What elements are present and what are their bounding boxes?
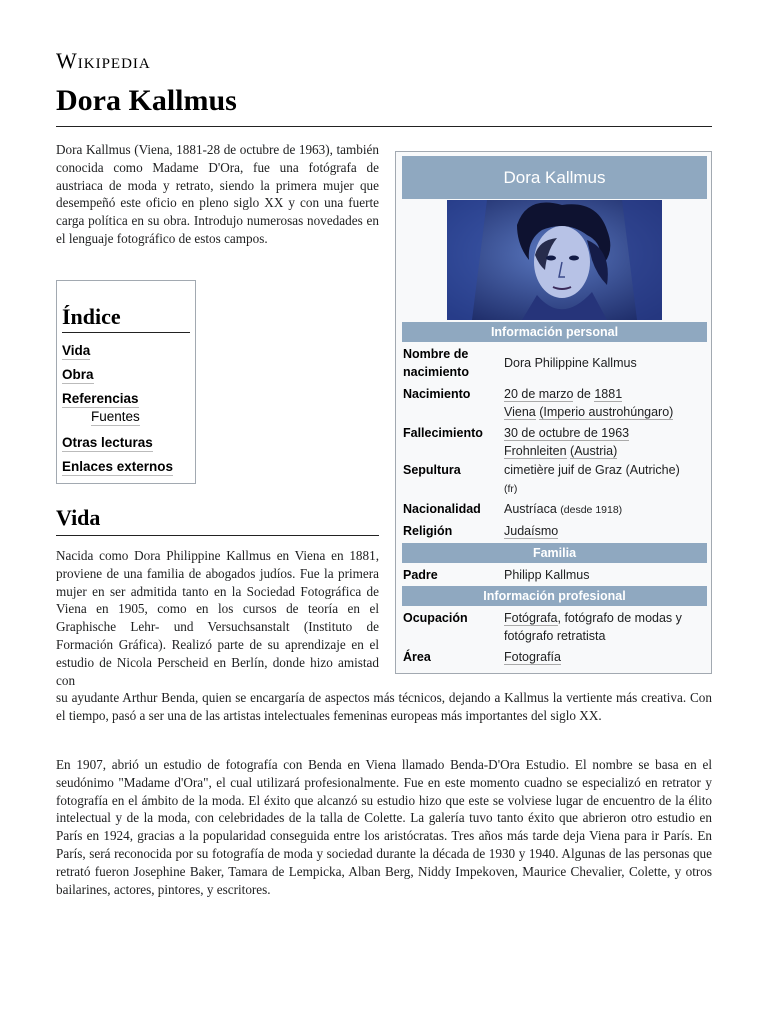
- row-value: [504, 522, 709, 540]
- birth-date-separator: de: [573, 387, 595, 401]
- vida-paragraph-1-narrow: Nacida como Dora Philippine Kallmus en Viena en 1881, proviene de una familia de abogados judíos. Fue la primera mujer en ser admitida tanto en la Sociedad Fotográfica de Viena en 1905, como en los cursos de teoría en el Graphische Lehr- und Versuchsanstalt (Instituto de Formación Gráfica). Realizó parte de su aprendizaje en el estudio de Nicola Perscheid en Berlín, donde hizo amistad con: [56, 548, 379, 688]
- birth-date-link[interactable]: 20 de marzo: [504, 387, 574, 401]
- row-label: Padre: [403, 568, 438, 582]
- toc-item-fuentes[interactable]: Fuentes: [91, 409, 140, 424]
- infobox: [395, 151, 712, 674]
- row-value: [504, 500, 709, 519]
- toc-item-enlaces-externos[interactable]: Enlaces externos: [62, 459, 174, 474]
- nationality-note: (desde 1918): [560, 504, 623, 516]
- row-label: Nombre de nacimiento: [403, 347, 469, 379]
- wikipedia-wordmark[interactable]: Wikipedia: [56, 48, 151, 73]
- title-divider: [56, 126, 712, 127]
- row-label: Sepultura: [403, 463, 461, 477]
- death-date-link[interactable]: 30 de octubre de 1963: [504, 426, 630, 440]
- birth-place-note-link[interactable]: (Imperio austrohúngaro): [539, 405, 674, 419]
- infobox-row-burial: [403, 461, 706, 497]
- infobox-row-religion: [403, 522, 706, 540]
- row-value: [504, 609, 709, 645]
- table-of-contents: [56, 280, 196, 484]
- infobox-row-area: [403, 648, 706, 666]
- infobox-row-death: [403, 424, 706, 460]
- toc-title: Índice: [62, 304, 190, 333]
- burial-lang-tag: (fr): [504, 483, 518, 495]
- row-label: Nacimiento: [403, 387, 471, 401]
- row-value: [504, 648, 709, 666]
- toc-item-obra[interactable]: Obra: [62, 367, 94, 382]
- row-label: Ocupación: [403, 611, 468, 625]
- portrait-image: [447, 200, 662, 320]
- section-heading-vida: Vida: [56, 505, 379, 536]
- death-place-note-link[interactable]: (Austria): [570, 444, 618, 458]
- toc-item-vida[interactable]: Vida: [62, 343, 91, 358]
- infobox-section-personal: Información personal: [402, 322, 707, 342]
- row-label: Religión: [403, 524, 453, 538]
- occupation-rest: , fotógrafo de modas y fotógrafo retratista: [504, 611, 682, 643]
- infobox-section-family: Familia: [402, 543, 707, 563]
- row-value: Dora Philippine Kallmus: [504, 356, 637, 370]
- toc-item-otras-lecturas[interactable]: Otras lecturas: [62, 435, 153, 450]
- infobox-row-birth: [403, 385, 706, 421]
- birth-place-link[interactable]: Viena: [504, 405, 536, 419]
- row-value: [504, 461, 709, 498]
- infobox-section-professional: Información profesional: [402, 586, 707, 606]
- infobox-row-father: [403, 566, 706, 584]
- infobox-portrait[interactable]: [447, 200, 662, 320]
- birth-year-link[interactable]: 1881: [594, 387, 623, 401]
- religion-link[interactable]: Judaísmo: [504, 524, 559, 538]
- area-link[interactable]: Fotografía: [504, 650, 561, 664]
- row-value: Philipp Kallmus: [504, 568, 590, 582]
- row-value: [504, 424, 709, 460]
- toc-item-referencias[interactable]: Referencias: [62, 391, 139, 406]
- intro-paragraph: Dora Kallmus (Viena, 1881-28 de octubre de 1963), también conocida como Madame D'Ora, fue una fotógrafa de austriaca de moda y retrato, siendo la primera mujer que desempeñó este oficio en pleno siglo XX y con una fuerte carga política en su obra. Introdujo numerosas novedades en el lenguaje fotográfico de estos campos.: [56, 142, 379, 246]
- infobox-title: Dora Kallmus: [402, 156, 707, 199]
- row-label: Nacionalidad: [403, 502, 481, 516]
- vida-paragraph-1-wide: su ayudante Arthur Benda, quien se encargaría de aspectos más técnicos, dejando a Kallmus la vertiente más creativa. Con el tiempo, pasó a ser una de las artistas intelectuales femeninas europeas más importantes del siglo XX.: [56, 690, 712, 723]
- row-value: [504, 385, 709, 421]
- burial-value: cimetière juif de Graz (Autriche): [504, 463, 680, 477]
- infobox-row-nationality: [403, 500, 706, 518]
- row-label: Fallecimiento: [403, 426, 483, 440]
- occupation-link[interactable]: Fotógrafa: [504, 611, 558, 625]
- vida-paragraph-2: En 1907, abrió un estudio de fotografía con Benda en Viena llamado Benda-D'Ora Estudio. El nombre se basa en el seudónimo "Madame d'Ora", el cual utilizará profesionalmente. Fue en este momento cuadno se especializó en retrator y fotografía en el ámbito de la moda. El éxito que alcanzó su estudio hizo que este se volviese lugar de encuentro de la élito intelectual y de la moda, con celebridades de la talla de Colette. La galería tuvo tanto éxito que abrieron otro estudio en París en 1924, gracias a la popularidad conseguida entre los aristócratas. Tres años más tarde deja Viena para ir París. En París, será reconocida por su fotografía de moda y sociedad durante la década de 1930 y 1940. Algunas de las personas que retrató fueron Josephine Baker, Tamara de Lempicka, Alban Berg, Niddy Impekoven, Maurice Chevalier, Colette, y otros bailarines, actores, pintores, y escritores.: [56, 757, 712, 897]
- infobox-row-occupation: [403, 609, 706, 645]
- death-place-link[interactable]: Frohnleiten: [504, 444, 567, 458]
- page-title: Dora Kallmus: [56, 84, 237, 117]
- row-label: Área: [403, 650, 431, 664]
- infobox-row-birth-name: [403, 345, 706, 381]
- nationality-value: Austríaca: [504, 502, 557, 516]
